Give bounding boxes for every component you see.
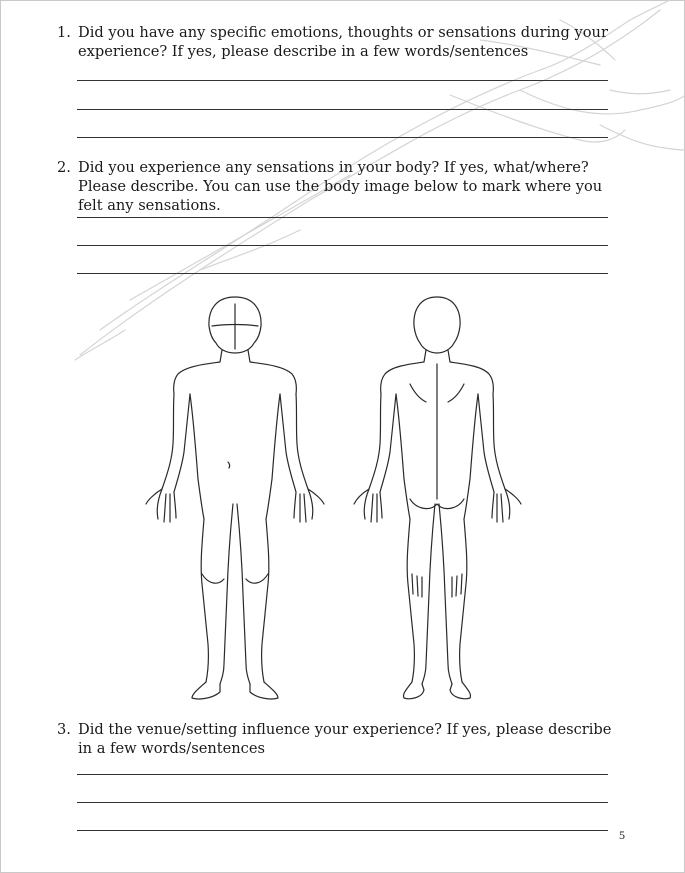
answer-line[interactable] xyxy=(77,774,608,775)
answer-line[interactable] xyxy=(77,273,608,274)
question-text: Did you experience any sensations in your body? If yes, what/where? Please describe. You can use the body image below to mark where you felt any sensations. xyxy=(78,159,603,214)
question-text: Did the venue/setting influence your experience? If yes, please describe in a few words/sentences xyxy=(78,721,612,757)
page-number: 5 xyxy=(619,828,625,842)
question-text: Did you have any specific emotions, thoughts or sensations during your experience? If yes, please describe in a few words/sentences xyxy=(78,24,608,60)
answer-line[interactable] xyxy=(77,137,608,138)
answer-line[interactable] xyxy=(77,217,608,218)
answer-line[interactable] xyxy=(77,109,608,110)
question-number: 2. xyxy=(57,159,71,176)
question-1 xyxy=(57,23,627,61)
body-back-figure[interactable] xyxy=(350,294,525,704)
answer-line[interactable] xyxy=(77,830,608,831)
answer-line[interactable] xyxy=(77,245,608,246)
question-number: 1. xyxy=(57,24,71,41)
body-front-figure[interactable] xyxy=(140,294,330,704)
question-3 xyxy=(57,720,627,758)
answer-line[interactable] xyxy=(77,80,608,81)
question-number: 3. xyxy=(57,721,71,738)
question-2 xyxy=(57,158,627,215)
answer-line[interactable] xyxy=(77,802,608,803)
